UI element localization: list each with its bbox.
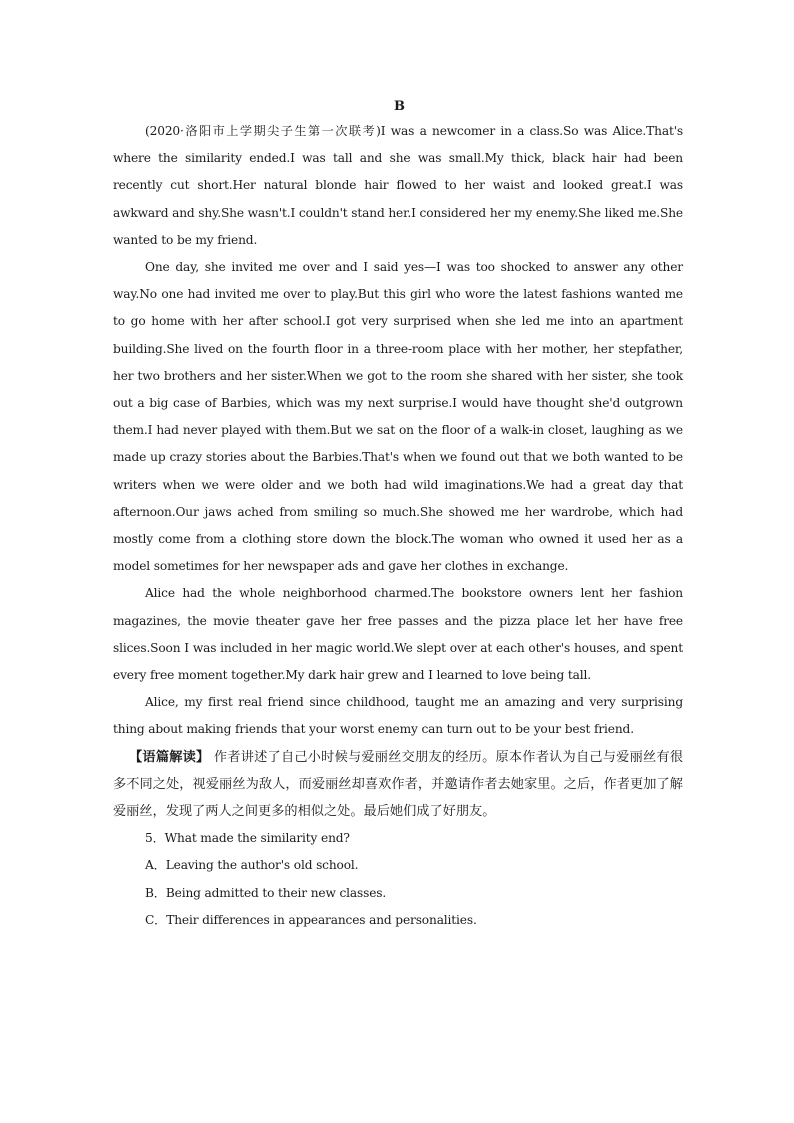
analysis-label: 【语篇解读】 bbox=[129, 749, 210, 765]
option-b: B．Being admitted to their new classes. bbox=[145, 885, 387, 900]
document-page bbox=[113, 96, 683, 934]
passage-paragraph-2: One day, she invited me over and I said yes—I was too shocked to answer any other way.No one had invited me over to play.But this girl who wore the latest fashions wanted me to go home with her after school.I got very surprised when she led me into an apartment building.She lived on the fourth floor in a three-room place with her mother, her stepfather, her two brothers and her sister.When we got to the room she shared with her sister, she took out a big case of Barbies, which was my next surprise.I would have thought she'd outgrown them.I had never played with them.But we sat on the floor of a walk-in closet, laughing as we made up crazy stories about the Barbies.That's when we found out that we both wanted to be writers when we were older and we both had wild imaginations.We had a great day that afternoon.Our jaws ached from smiling so much.She showed me her wardrobe, which had mostly come from a clothing store down the block.The woman who owned it used her as a model sometimes for her newspaper ads and gave her clothes in exchange. bbox=[113, 260, 683, 574]
option-a: A．Leaving the author's old school. bbox=[145, 858, 359, 873]
section-heading: B bbox=[394, 99, 405, 114]
paragraph-text: I was a newcomer in a class.So was Alice.That's where the similarity ended.I was tall and she was small.My thick, black hair had been recently cut short.Her natural blonde hair flowed to her waist and looked great.I was awkward and shy.She wasn't.I couldn't stand her.I considered her my enemy.She liked me.She wanted to be my friend. bbox=[113, 124, 684, 247]
discourse-analysis bbox=[113, 744, 683, 826]
option-c: C．Their differences in appearances and personalities. bbox=[145, 912, 477, 927]
passage-paragraph-1 bbox=[113, 118, 683, 254]
passage-paragraph-3: Alice had the whole neighborhood charmed.The bookstore owners lent her fashion magazines, the movie theater gave her free passes and the pizza place let her have free slices.Soon I was included in her magic world.We slept over at each other's houses, and spent every free moment together.My dark hair grew and I learned to love being tall. bbox=[113, 586, 683, 683]
question-stem: 5．What made the similarity end? bbox=[145, 831, 350, 846]
passage-paragraph-4: Alice, my first real friend since childhood, taught me an amazing and very surprising thing about making friends that your worst enemy can turn out to be your best friend. bbox=[113, 695, 683, 737]
analysis-text: 作者讲述了自己小时候与爱丽丝交朋友的经历。原本作者认为自己与爱丽丝有很多不同之处，视爱丽丝为敌人，而爱丽丝却喜欢作者，并邀请作者去她家里。之后，作者更加了解爱丽丝，发现了两人之间更多的相似之处。最后她们成了好朋友。 bbox=[113, 749, 684, 820]
source-citation: (2020·洛阳市上学期尖子生第一次联考) bbox=[145, 124, 381, 138]
